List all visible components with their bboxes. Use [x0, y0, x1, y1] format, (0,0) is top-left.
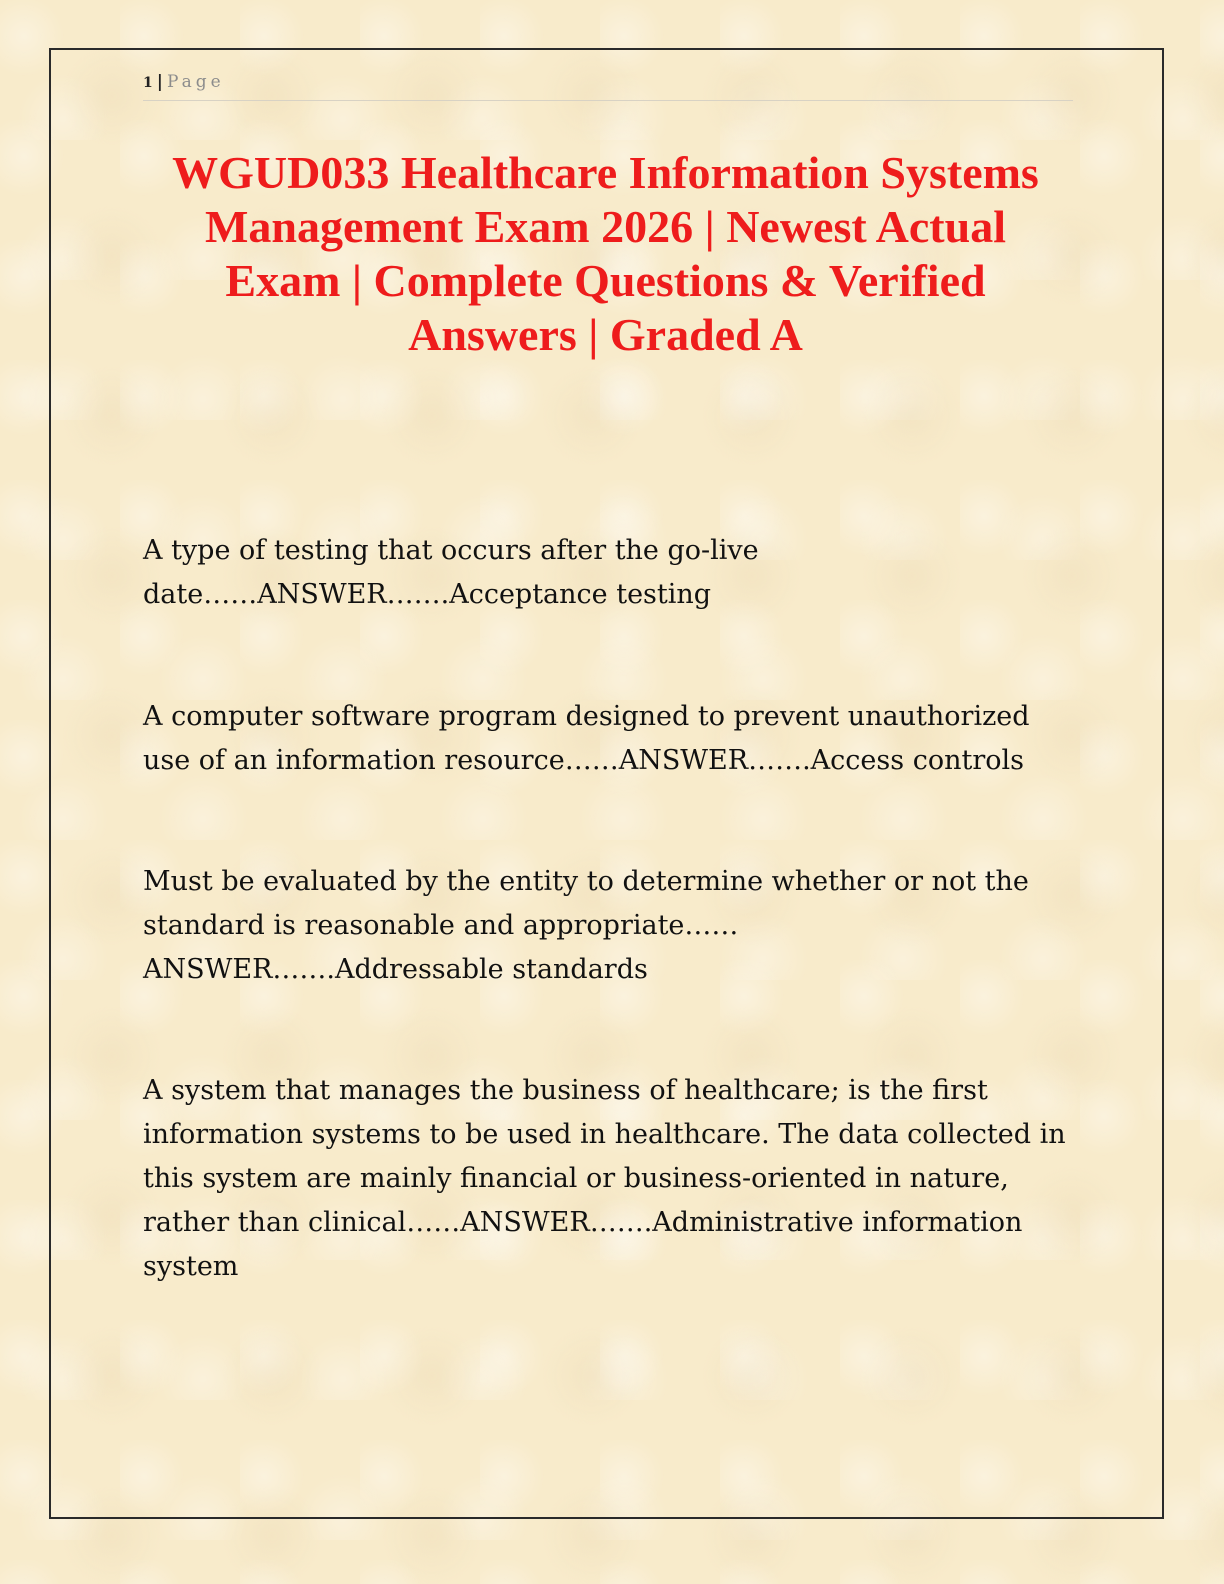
qa-item-3: Must be evaluated by the entity to determine whether or not the standard is reasonable and appropriate……ANSWER…….Addressable standards [143, 866, 1029, 985]
qa-item-4: A system that manages the business of healthcare; is the first information systems to be used in healthcare. The data collected in this system are mainly financial or business-oriented in nature, rather than clinical……ANSWER…….Administrative information system [143, 1075, 1066, 1282]
page-header [143, 72, 1073, 101]
page-label: Page [166, 72, 225, 92]
qa-item-2: A computer software program designed to prevent unauthorized use of an information resource……ANSWER…….Access controls [143, 701, 1030, 776]
qa-item-1: A type of testing that occurs after the go-live date……ANSWER…….Acceptance testing [143, 535, 759, 610]
page-header-separator: | [156, 72, 163, 92]
document-title: WGUD033 Healthcare Information Systems Management Exam 2026 | Newest Actual Exam | Complete Questions & Verified Answers | Graded A [172, 147, 1039, 360]
page-number: 1 [143, 75, 153, 91]
